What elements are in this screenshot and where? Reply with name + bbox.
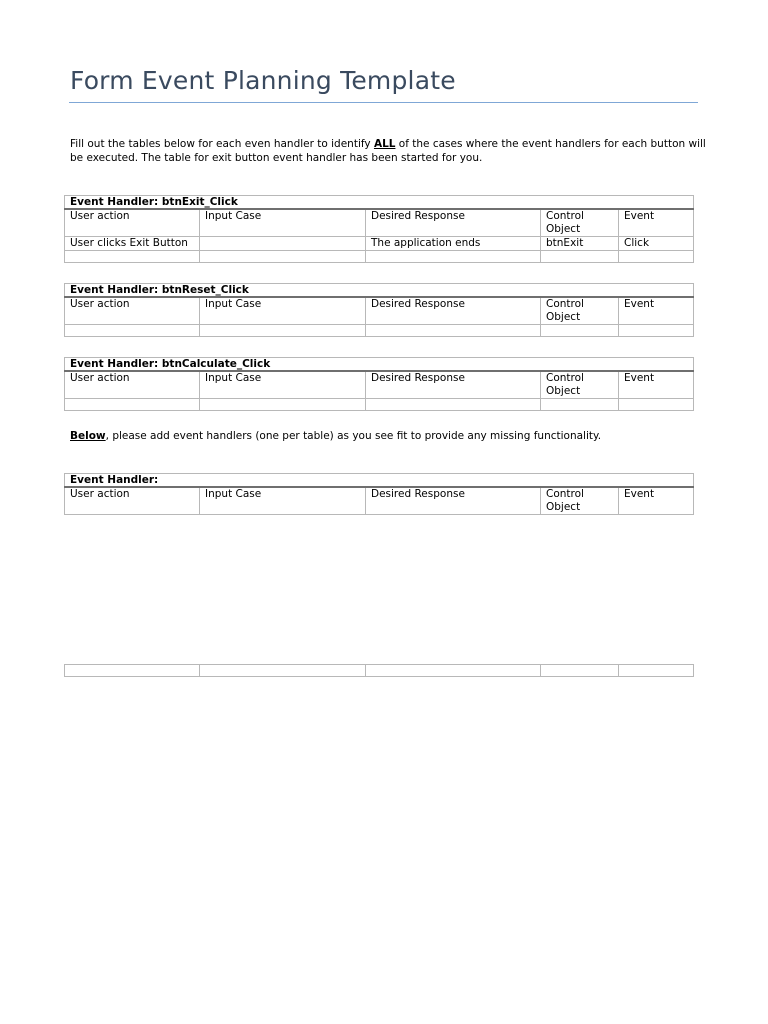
event-table-btnreset [64,283,694,337]
cell-event[interactable]: Click [619,237,694,251]
event-table-btnexit [64,195,694,263]
cell-control-object[interactable]: btnExit [541,237,619,251]
column-header-control-object: Control Object [541,297,619,325]
column-header-desired-response: Desired Response [366,209,541,237]
empty-cell[interactable] [200,325,366,337]
empty-cell[interactable] [619,251,694,263]
column-header-user-action: User action [65,371,200,399]
column-header-input-case: Input Case [200,297,366,325]
column-header-user-action: User action [65,209,200,237]
empty-cell[interactable] [65,325,200,337]
event-handler-header: Event Handler: btnReset_Click [65,284,694,298]
column-header-input-case: Input Case [200,371,366,399]
table-row-empty [65,251,694,263]
empty-cell[interactable] [541,251,619,263]
table-row [65,237,694,251]
empty-cell[interactable] [200,399,366,411]
cell-desired-response[interactable]: The application ends [366,237,541,251]
event-table-generic [64,473,694,515]
title-underline [69,102,698,103]
column-header-desired-response: Desired Response [366,487,541,515]
column-header-event: Event [619,297,694,325]
event-handler-header: Event Handler: btnCalculate_Click [65,358,694,372]
column-header-control-object: Control Object [541,371,619,399]
empty-cell[interactable] [366,251,541,263]
column-header-event: Event [619,209,694,237]
empty-cell[interactable] [541,399,619,411]
empty-cell[interactable] [619,399,694,411]
empty-cell[interactable] [200,665,366,677]
cell-input-case[interactable] [200,237,366,251]
column-header-user-action: User action [65,487,200,515]
event-handler-header: Event Handler: btnExit_Click [65,196,694,210]
intro-text-after: of the cases where the event handlers for each button will be executed. The table for exit button event handler has been started for you. [70,138,706,164]
empty-cell[interactable] [366,399,541,411]
column-header-desired-response: Desired Response [366,371,541,399]
cell-user-action[interactable]: User clicks Exit Button [65,237,200,251]
intro-paragraph [70,138,710,165]
empty-cell[interactable] [65,399,200,411]
event-handler-header: Event Handler: [65,474,694,488]
column-header-event: Event [619,487,694,515]
empty-cell[interactable] [366,665,541,677]
empty-cell[interactable] [65,251,200,263]
intro-emphasis: ALL [373,138,396,150]
column-header-desired-response: Desired Response [366,297,541,325]
table-row-empty [65,399,694,411]
column-header-input-case: Input Case [200,487,366,515]
empty-cell[interactable] [541,665,619,677]
column-header-user-action: User action [65,297,200,325]
column-header-control-object: Control Object [541,487,619,515]
below-instructions [70,430,601,444]
empty-cell[interactable] [619,665,694,677]
table-row-empty [65,325,694,337]
empty-cell[interactable] [541,325,619,337]
empty-cell[interactable] [619,325,694,337]
column-header-control-object: Control Object [541,209,619,237]
empty-cell[interactable] [366,325,541,337]
column-header-input-case: Input Case [200,209,366,237]
event-table-btncalculate [64,357,694,411]
empty-cell[interactable] [65,665,200,677]
empty-cell[interactable] [200,251,366,263]
below-text: , please add event handlers (one per table) as you see fit to provide any missing functionality. [105,430,602,442]
below-emphasis: Below [70,430,106,442]
intro-text-before: Fill out the tables below for each even handler to identify [70,138,374,150]
table-row-empty [65,665,694,677]
event-table-continuation [64,664,694,677]
page-title: Form Event Planning Template [70,66,456,95]
column-header-event: Event [619,371,694,399]
